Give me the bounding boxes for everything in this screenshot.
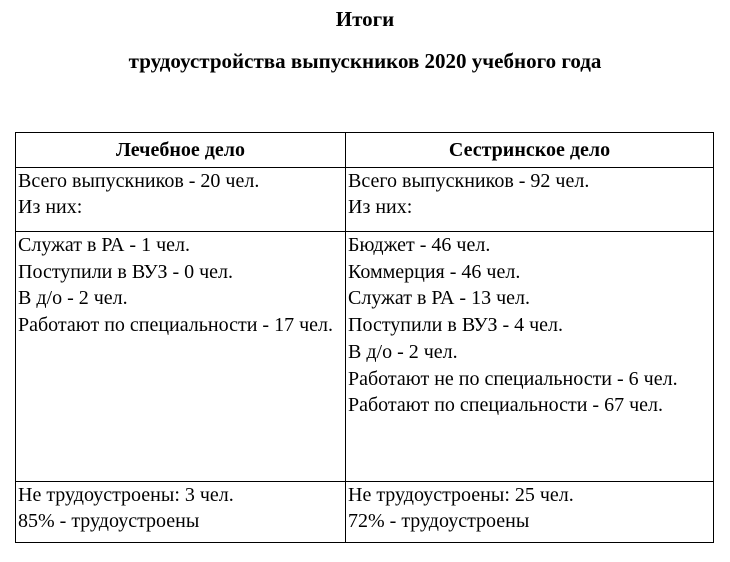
- cell-line: Из них:: [348, 196, 413, 218]
- table-row: [16, 482, 714, 543]
- results-table: [15, 132, 714, 543]
- cell-line: Всего выпускников - 92 чел.: [348, 170, 590, 192]
- cell-line: 85% - трудоустроены: [18, 510, 200, 532]
- cell-line: Бюджет - 46 чел.: [348, 234, 491, 256]
- cell-line: Из них:: [18, 196, 83, 218]
- details-cell-nursing: [346, 232, 714, 482]
- column-header-medical: Лечебное дело: [16, 133, 346, 168]
- details-cell-medical: [16, 232, 346, 482]
- summary-cell-medical: [16, 482, 346, 543]
- document-title: Итоги: [335, 7, 395, 31]
- cell-line: В д/о - 2 чел.: [18, 287, 128, 310]
- cell-line: Работают по специальности - 17 чел.: [18, 314, 334, 337]
- header-row: [16, 133, 714, 168]
- summary-cell-nursing: [346, 482, 714, 543]
- column-header-nursing: Сестринское дело: [346, 133, 714, 168]
- table-row: [16, 168, 714, 232]
- cell-line: Поступили в ВУЗ - 0 чел.: [18, 260, 234, 283]
- cell-line: Не трудоустроены: 25 чел.: [348, 484, 574, 506]
- cell-line: В д/о - 2 чел.: [348, 340, 458, 363]
- cell-line: Работают по специальности - 67 чел.: [348, 394, 664, 417]
- totals-cell-nursing: [346, 168, 714, 232]
- cell-line: Не трудоустроены: 3 чел.: [18, 484, 234, 506]
- cell-line: Работают не по специальности - 6 чел.: [348, 367, 678, 390]
- totals-cell-medical: [16, 168, 346, 232]
- cell-line: 72% - трудоустроены: [348, 510, 530, 532]
- cell-line: Служат в РА - 1 чел.: [18, 234, 191, 256]
- cell-line: Служат в РА - 13 чел.: [348, 287, 531, 310]
- table-row: [16, 232, 714, 482]
- cell-line: Поступили в ВУЗ - 4 чел.: [348, 314, 564, 337]
- document-subtitle: трудоустройства выпускников 2020 учебного года: [128, 49, 602, 73]
- cell-line: Всего выпускников - 20 чел.: [18, 170, 260, 192]
- cell-line: Коммерция - 46 чел.: [348, 260, 521, 283]
